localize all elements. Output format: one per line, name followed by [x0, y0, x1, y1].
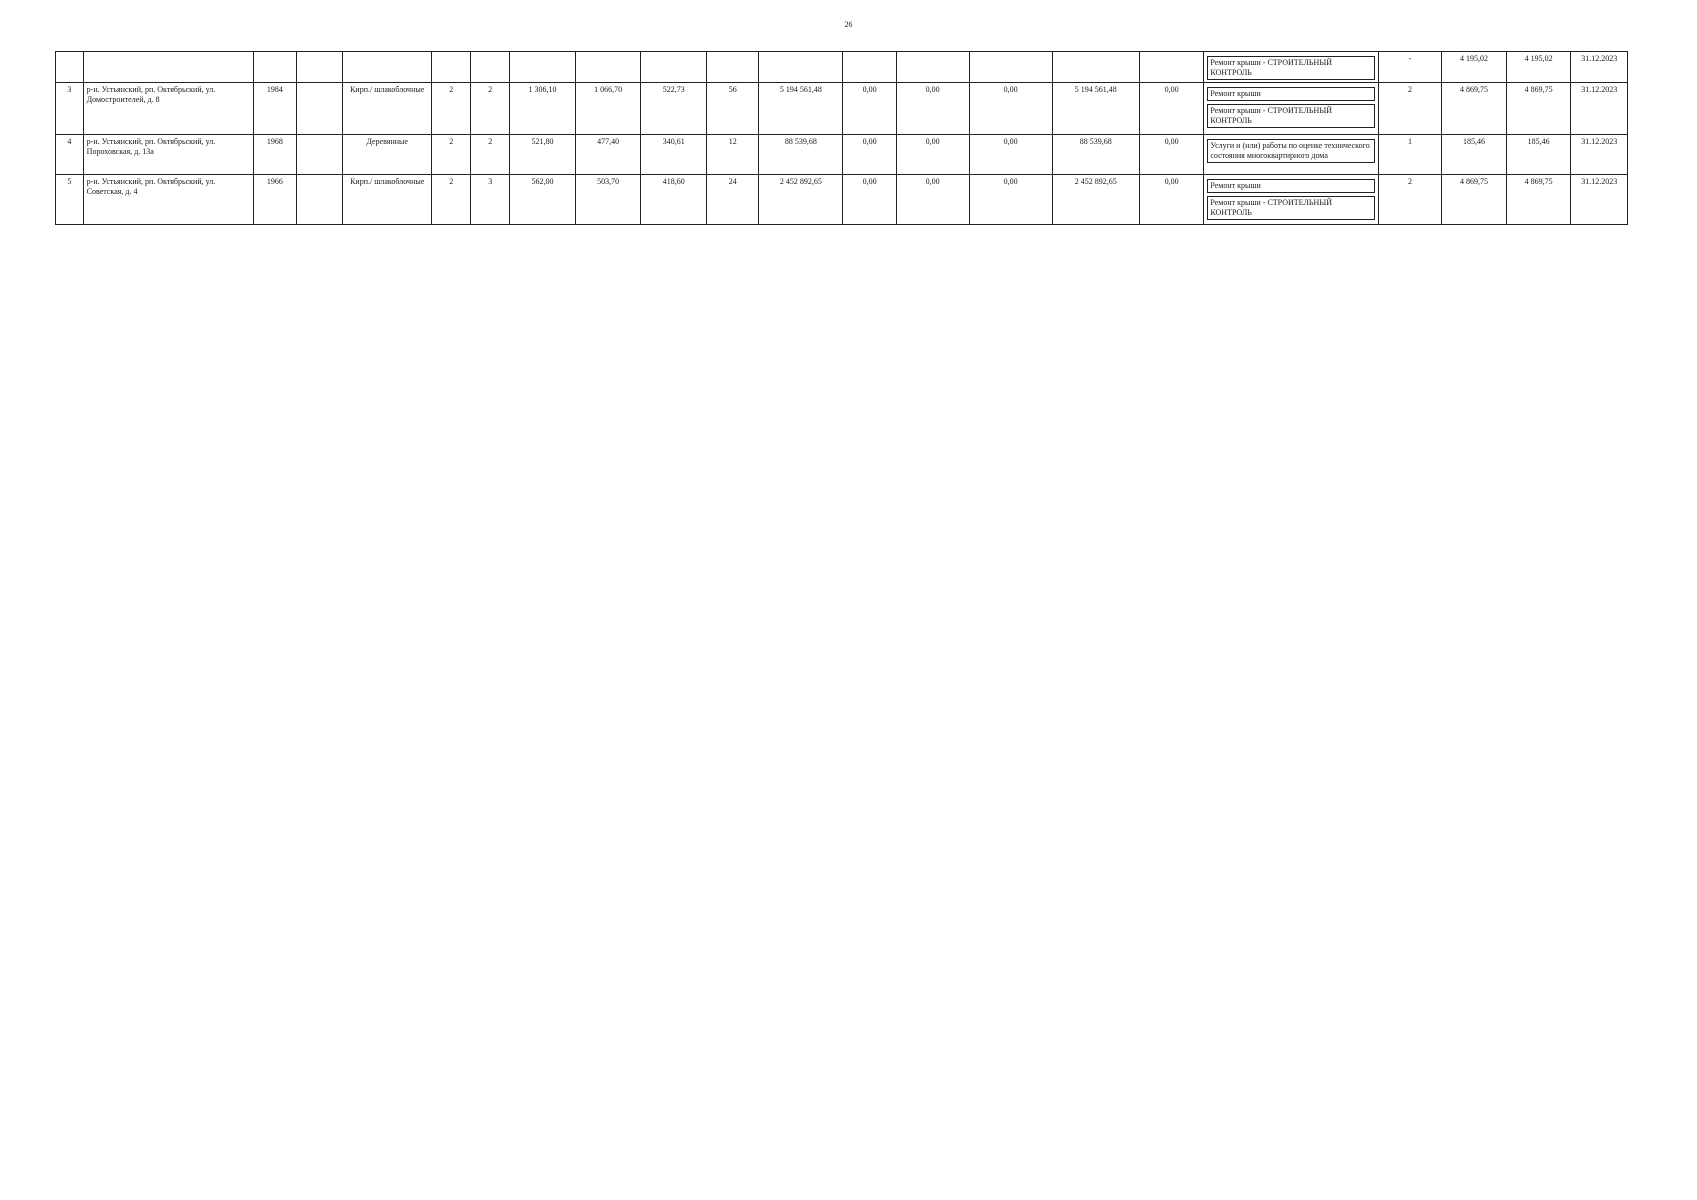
works-count: 2: [1378, 175, 1442, 225]
fund-source-1: 0,00: [843, 83, 896, 135]
empty-cell: [253, 52, 296, 83]
empty-cell: [759, 52, 843, 83]
other-funds: 0,00: [1139, 83, 1204, 135]
total-area: 1 306,10: [510, 83, 576, 135]
empty-cell: [471, 52, 510, 83]
build-year: 1984: [253, 83, 296, 135]
max-price: 4 869,75: [1506, 83, 1571, 135]
fund-source-1: 0,00: [843, 175, 896, 225]
address: р-н. Устьянский, рп. Октябрьский, ул. Домостроителей, д. 8: [83, 83, 253, 135]
floors: 2: [432, 175, 471, 225]
other-funds: 0,00: [1139, 135, 1204, 175]
fund-source-2: 0,00: [896, 83, 969, 135]
work-item: Ремонт крыши - СТРОИТЕЛЬНЫЙ КОНТРОЛЬ: [1207, 104, 1374, 128]
works-list: [1204, 52, 1378, 83]
commission-year: [296, 83, 342, 135]
unit-price: 4 869,75: [1442, 83, 1507, 135]
residential-area: 418,60: [641, 175, 707, 225]
completion-date: 31.12.2023: [1571, 135, 1628, 175]
empty-cell: [1052, 52, 1139, 83]
fund-source-3: 0,00: [969, 135, 1052, 175]
works-list: [1204, 83, 1378, 135]
row-number: 4: [56, 135, 84, 175]
empty-cell: [56, 52, 84, 83]
commission-year: [296, 135, 342, 175]
empty-cell: [843, 52, 896, 83]
entrances: 3: [471, 175, 510, 225]
other-funds: 0,00: [1139, 175, 1204, 225]
total-area: 521,80: [510, 135, 576, 175]
works-list: [1204, 175, 1378, 225]
owners-funds: 5 194 561,48: [1052, 83, 1139, 135]
fund-source-2: 0,00: [896, 175, 969, 225]
residential-area: 522,73: [641, 83, 707, 135]
total-cost: 88 539,68: [759, 135, 843, 175]
fund-source-3: 0,00: [969, 175, 1052, 225]
empty-cell: [296, 52, 342, 83]
empty-cell: [969, 52, 1052, 83]
row-number: 5: [56, 175, 84, 225]
unit-price: 185,46: [1442, 135, 1507, 175]
table-row: [56, 52, 1628, 83]
works-count: 1: [1378, 135, 1442, 175]
wall-material: Кирп./ шлакоблочные: [343, 175, 432, 225]
empty-cell: [707, 52, 759, 83]
floors: 2: [432, 83, 471, 135]
address: р-н. Устьянский, рп. Октябрьский, ул. Пороховская, д. 13а: [83, 135, 253, 175]
owners-funds: 2 452 892,65: [1052, 175, 1139, 225]
empty-cell: [575, 52, 641, 83]
max-price: 4 195,02: [1506, 52, 1571, 83]
work-item: Ремонт крыши - СТРОИТЕЛЬНЫЙ КОНТРОЛЬ: [1207, 196, 1374, 220]
floors: 2: [432, 135, 471, 175]
address: р-н. Устьянский, рп. Октябрьский, ул. Советская, д. 4: [83, 175, 253, 225]
repair-program-table: [55, 51, 1628, 225]
work-item: Услуги и (или) работы по оценке технического состояния многоквартирного дома: [1207, 139, 1374, 163]
completion-date: 31.12.2023: [1571, 175, 1628, 225]
entrances: 2: [471, 135, 510, 175]
works-count: 2: [1378, 83, 1442, 135]
completion-date: 31.12.2023: [1571, 52, 1628, 83]
table-body: [56, 52, 1628, 225]
living-area: 477,40: [575, 135, 641, 175]
residents: 24: [707, 175, 759, 225]
build-year: 1968: [253, 135, 296, 175]
empty-cell: [896, 52, 969, 83]
total-cost: 2 452 892,65: [759, 175, 843, 225]
empty-cell: [1139, 52, 1204, 83]
build-year: 1966: [253, 175, 296, 225]
wall-material: Кирп./ шлакоблочные: [343, 83, 432, 135]
commission-year: [296, 175, 342, 225]
work-item: Ремонт крыши - СТРОИТЕЛЬНЫЙ КОНТРОЛЬ: [1207, 56, 1374, 80]
row-number: 3: [56, 83, 84, 135]
table-row: [56, 175, 1628, 225]
wall-material: Деревянные: [343, 135, 432, 175]
max-price: 4 869,75: [1506, 175, 1571, 225]
living-area: 1 066,70: [575, 83, 641, 135]
table-row: [56, 135, 1628, 175]
empty-cell: [432, 52, 471, 83]
residents: 56: [707, 83, 759, 135]
empty-cell: [641, 52, 707, 83]
works-count: -: [1378, 52, 1442, 83]
unit-price: 4 869,75: [1442, 175, 1507, 225]
completion-date: 31.12.2023: [1571, 83, 1628, 135]
residents: 12: [707, 135, 759, 175]
residential-area: 340,61: [641, 135, 707, 175]
empty-cell: [343, 52, 432, 83]
work-item: Ремонт крыши: [1207, 179, 1374, 193]
entrances: 2: [471, 83, 510, 135]
total-area: 562,00: [510, 175, 576, 225]
work-item: Ремонт крыши: [1207, 87, 1374, 101]
fund-source-1: 0,00: [843, 135, 896, 175]
page-number: 26: [844, 20, 853, 29]
max-price: 185,46: [1506, 135, 1571, 175]
works-list: [1204, 135, 1378, 175]
table-row: [56, 83, 1628, 135]
total-cost: 5 194 561,48: [759, 83, 843, 135]
unit-price: 4 195,02: [1442, 52, 1507, 83]
living-area: 503,70: [575, 175, 641, 225]
fund-source-3: 0,00: [969, 83, 1052, 135]
fund-source-2: 0,00: [896, 135, 969, 175]
empty-cell: [510, 52, 576, 83]
empty-cell: [83, 52, 253, 83]
owners-funds: 88 539,68: [1052, 135, 1139, 175]
